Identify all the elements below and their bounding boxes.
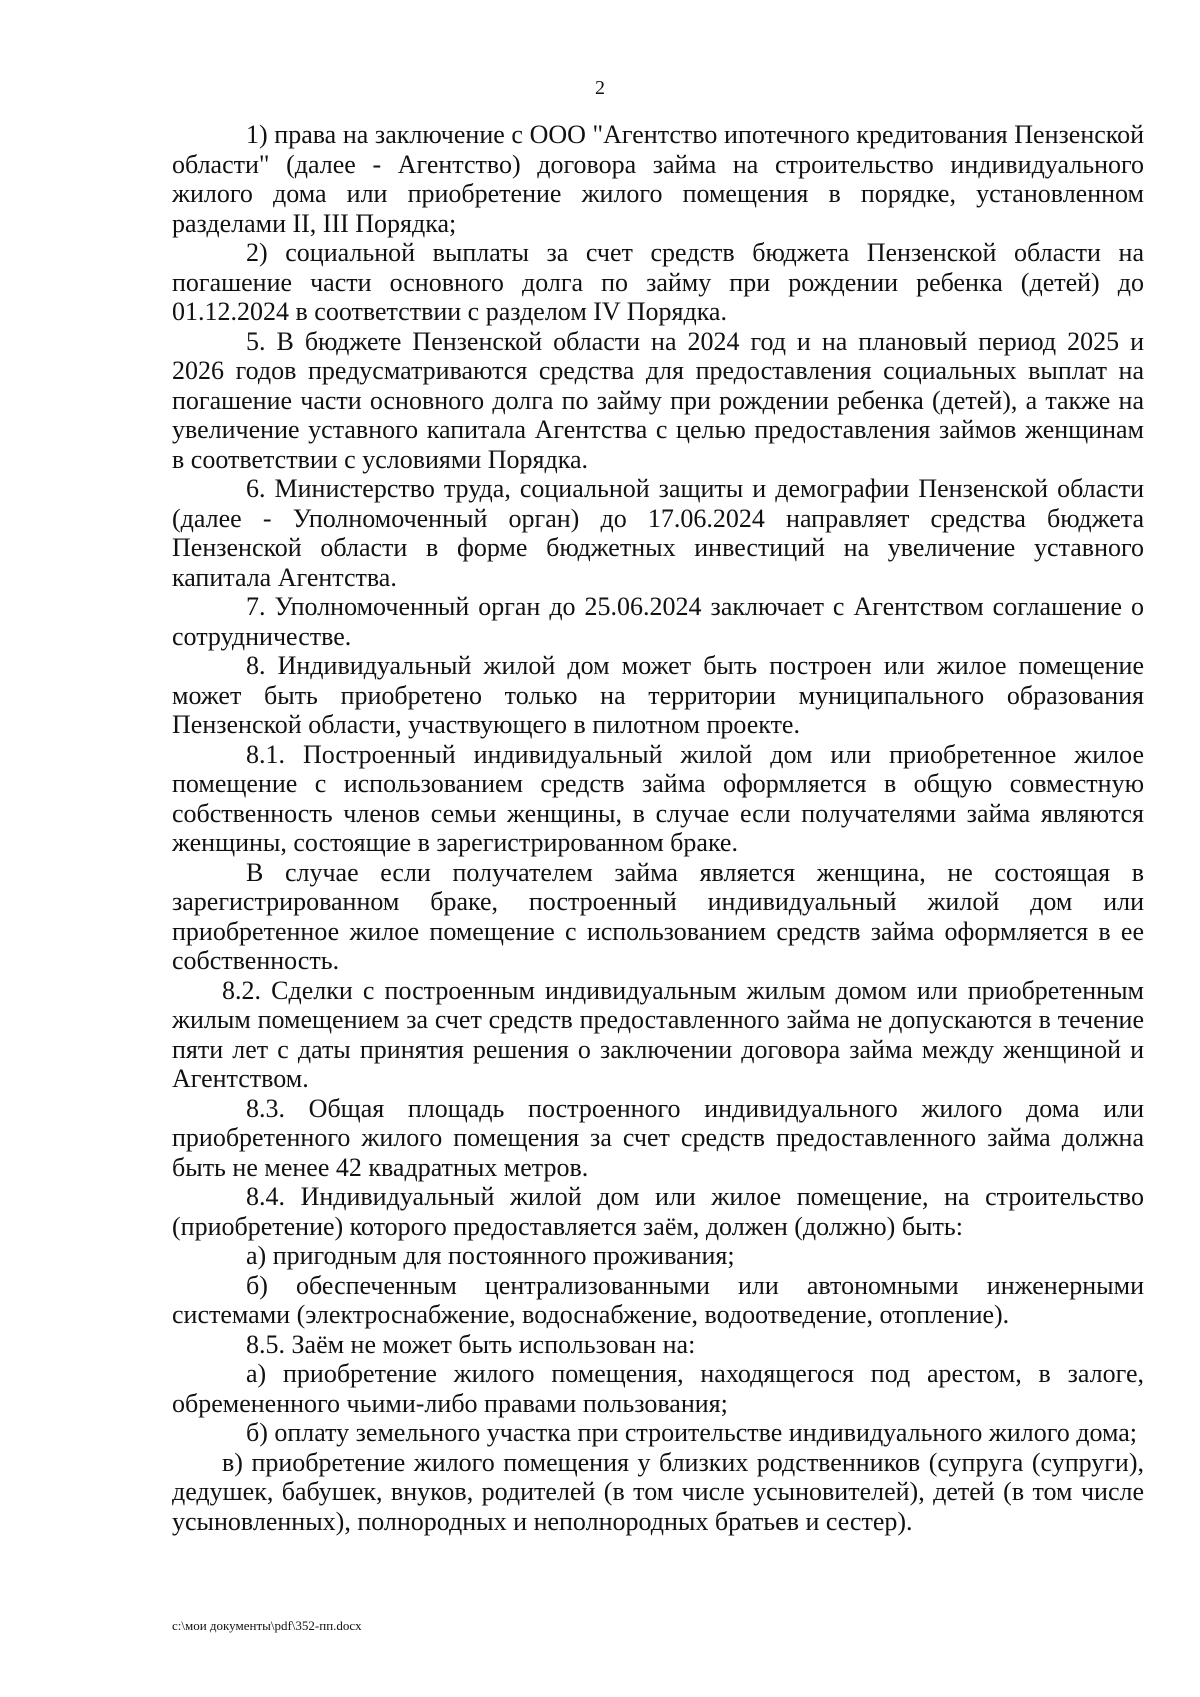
paragraph-point-8-1: 8.1. Построенный индивидуальный жилой дом или приобретенное жилое помещение с использованием средств займа оформляется в общую совместную собственность членов семьи женщины, в случае если получателями займа являются женщины, состоящие в зарегистрированном браке.	[172, 739, 1144, 857]
document-body	[172, 120, 1144, 1536]
paragraph-point-7: 7. Уполномоченный орган до 25.06.2024 заключает с Агентством соглашение о сотрудничестве.	[172, 592, 1144, 651]
paragraph-point-8-2: 8.2. Сделки с построенным индивидуальным жилым домом или приобретенным жилым помещением за счет средств предоставленного займа не допускаются в течение пяти лет с даты принятия решения о заключении договора займа между женщиной и Агентством.	[172, 975, 1144, 1093]
paragraph-point-8-5-b: б) оплату земельного участка при строительстве индивидуального жилого дома;	[246, 1418, 1138, 1447]
paragraph-point-8: 8. Индивидуальный жилой дом может быть построен или жилое помещение может быть приобретено только на территории муниципального образования Пензенской области, участвующего в пилотном проекте.	[172, 651, 1144, 739]
paragraph-point-8-4-a: а) пригодным для постоянного проживания;	[246, 1241, 735, 1270]
paragraph-item-2: 2) социальной выплаты за счет средств бюджета Пензенской области на погашение части основного долга по займу при рождении ребенка (детей) до 01.12.2024 в соответствии с разделом IV Порядка.	[172, 238, 1144, 326]
paragraph-item-1: 1) права на заключение с ООО "Агентство ипотечного кредитования Пензенской области" (далее - Агентство) договора займа на строительство индивидуального жилого дома или приобретение жилого помещения в порядке, установленном разделами II, III Порядка;	[172, 120, 1144, 238]
paragraph-point-8-5-a: а) приобретение жилого помещения, находящегося под арестом, в залоге, обремененного чьими-либо правами пользования;	[172, 1359, 1144, 1418]
paragraph-point-6: 6. Министерство труда, социальной защиты и демографии Пензенской области (далее - Уполномоченный орган) до 17.06.2024 направляет средства бюджета Пензенской области в форме бюджетных инвестиций на увеличение уставного капитала Агентства.	[172, 474, 1144, 592]
paragraph-point-8-3: 8.3. Общая площадь построенного индивидуального жилого дома или приобретенного жилого помещения за счет средств предоставленного займа должна быть не менее 42 квадратных метров.	[172, 1093, 1144, 1182]
footer-file-path: c:\мои документы\pdf\352-пп.docx	[172, 1618, 362, 1633]
paragraph-point-5: 5. В бюджете Пензенской области на 2024 год и на плановый период 2025 и 2026 годов предусматриваются средства для предоставления социальных выплат на погашение части основного долга по займу при рождении ребенка (детей), а также на увеличение уставного капитала Агентства с целью предоставления займов женщинам в соответствии с условиями Порядка.	[172, 326, 1144, 474]
page-number: 2	[595, 77, 605, 99]
paragraph-point-8-5: 8.5. Заём не может быть использован на:	[246, 1329, 696, 1359]
paragraph-point-8-4-b: б) обеспеченным централизованными или автономными инженерными системами (электроснабжение, водоснабжение, водоотведение, отопление).	[172, 1270, 1144, 1329]
paragraph-point-8-5-v: в) приобретение жилого помещения у близких родственников (супруга (супруги), дедушек, бабушек, внуков, родителей (в том числе усыновителей), детей (в том числе усыновленных), полнородных и неполнородных братьев и сестер).	[172, 1447, 1144, 1536]
paragraph-point-8-1-cont: В случае если получателем займа является женщина, не состоящая в зарегистрированном браке, построенный индивидуальный жилой дом или приобретенное жилое помещение с использованием средств займа оформляется в ее собственность.	[172, 857, 1144, 975]
paragraph-point-8-4: 8.4. Индивидуальный жилой дом или жилое помещение, на строительство (приобретение) которого предоставляется заём, должен (должно) быть:	[172, 1182, 1144, 1241]
